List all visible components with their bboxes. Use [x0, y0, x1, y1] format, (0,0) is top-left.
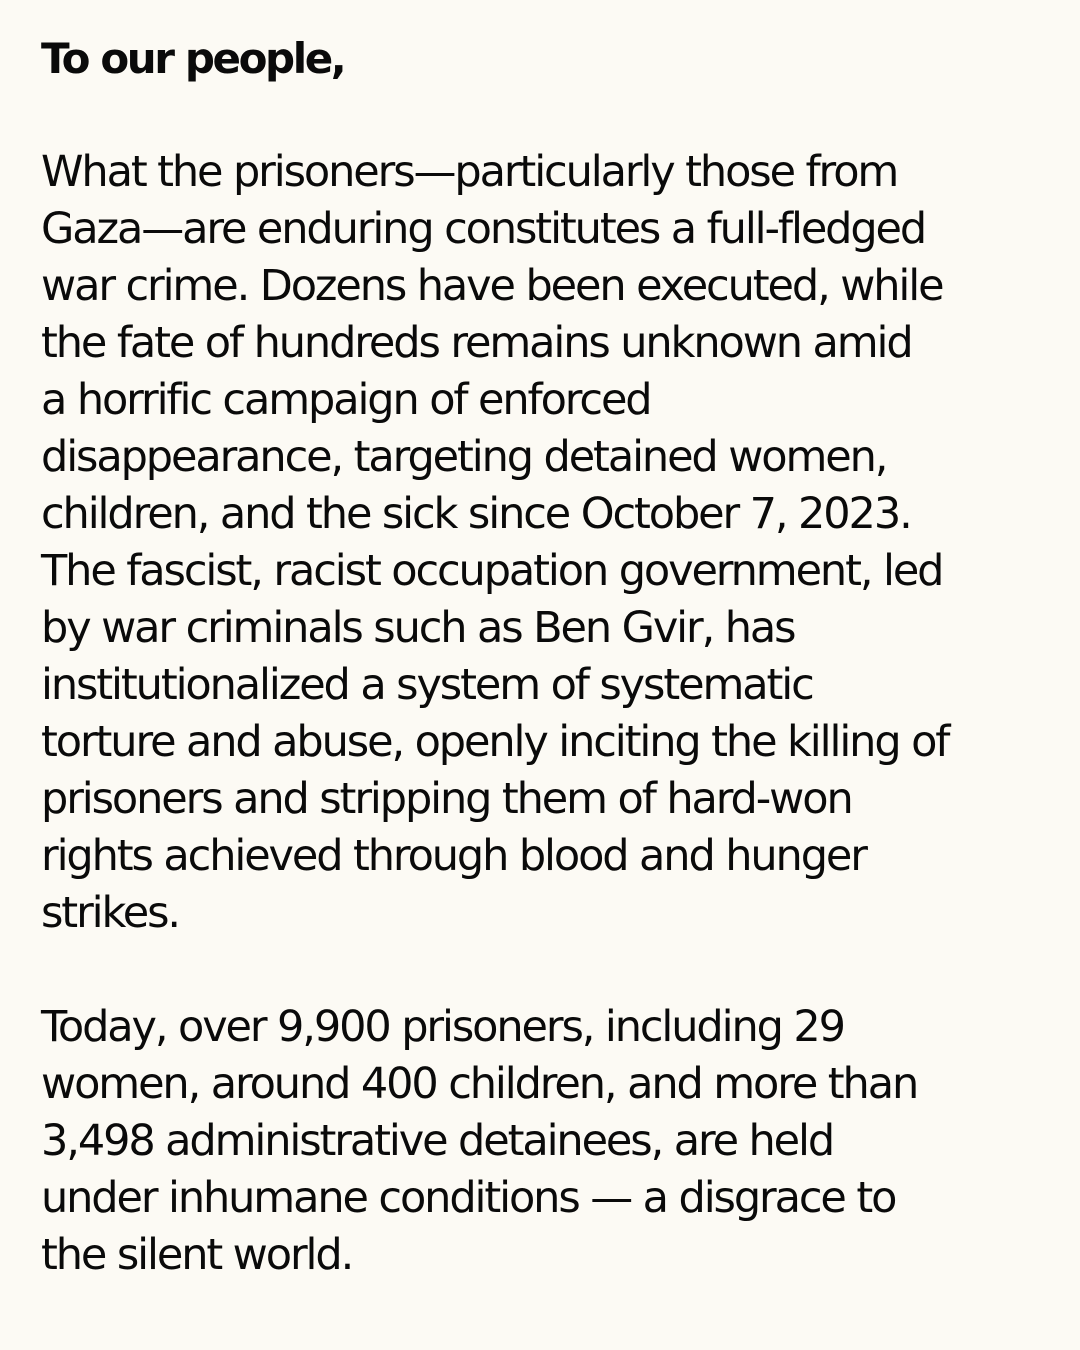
paragraph-1-line-13: rights achieved through blood and hunger [41, 831, 866, 881]
paragraph-1-line-10: institutionalized a system of systematic [41, 660, 813, 710]
paragraph-prisoner-statistics [41, 999, 1040, 1284]
paragraph-1-line-14: strikes. [41, 888, 179, 938]
paragraph-spacer [41, 942, 1040, 999]
paragraph-1-line-9: by war criminals such as Ben Gvir, has [41, 603, 795, 653]
paragraph-1-line-6: disappearance, targeting detained women, [41, 432, 887, 482]
paragraph-2-line-3: 3,498 administrative detainees, are held [41, 1116, 834, 1166]
paragraph-1-line-4: the fate of hundreds remains unknown amid [41, 318, 912, 368]
paragraph-prisoners-war-crime [41, 144, 1040, 942]
paragraph-2-line-4: under inhumane conditions — a disgrace to [41, 1173, 896, 1223]
paragraph-2-line-5: the silent world. [41, 1230, 353, 1280]
paragraph-1-line-8: The fascist, racist occupation government, led [41, 546, 943, 596]
paragraph-2-line-1: Today, over 9,900 prisoners, including 29 [41, 1002, 844, 1052]
paragraph-1-line-2: Gaza—are enduring constitutes a full-fledged [41, 204, 926, 254]
paragraph-1-line-11: torture and abuse, openly inciting the killing of [41, 717, 949, 767]
paragraph-1-line-12: prisoners and stripping them of hard-won [41, 774, 852, 824]
paragraph-2-line-2: women, around 400 children, and more than [41, 1059, 918, 1109]
paragraph-1-line-5: a horrific campaign of enforced [41, 375, 651, 425]
paragraph-1-line-7: children, and the sick since October 7, 2023. [41, 489, 911, 539]
paragraph-1-line-3: war crime. Dozens have been executed, while [41, 261, 943, 311]
paragraph-spacer [41, 87, 1040, 144]
paragraph-1-line-1: What the prisoners—particularly those from [41, 147, 898, 197]
letter-greeting: To our people, [41, 34, 345, 83]
